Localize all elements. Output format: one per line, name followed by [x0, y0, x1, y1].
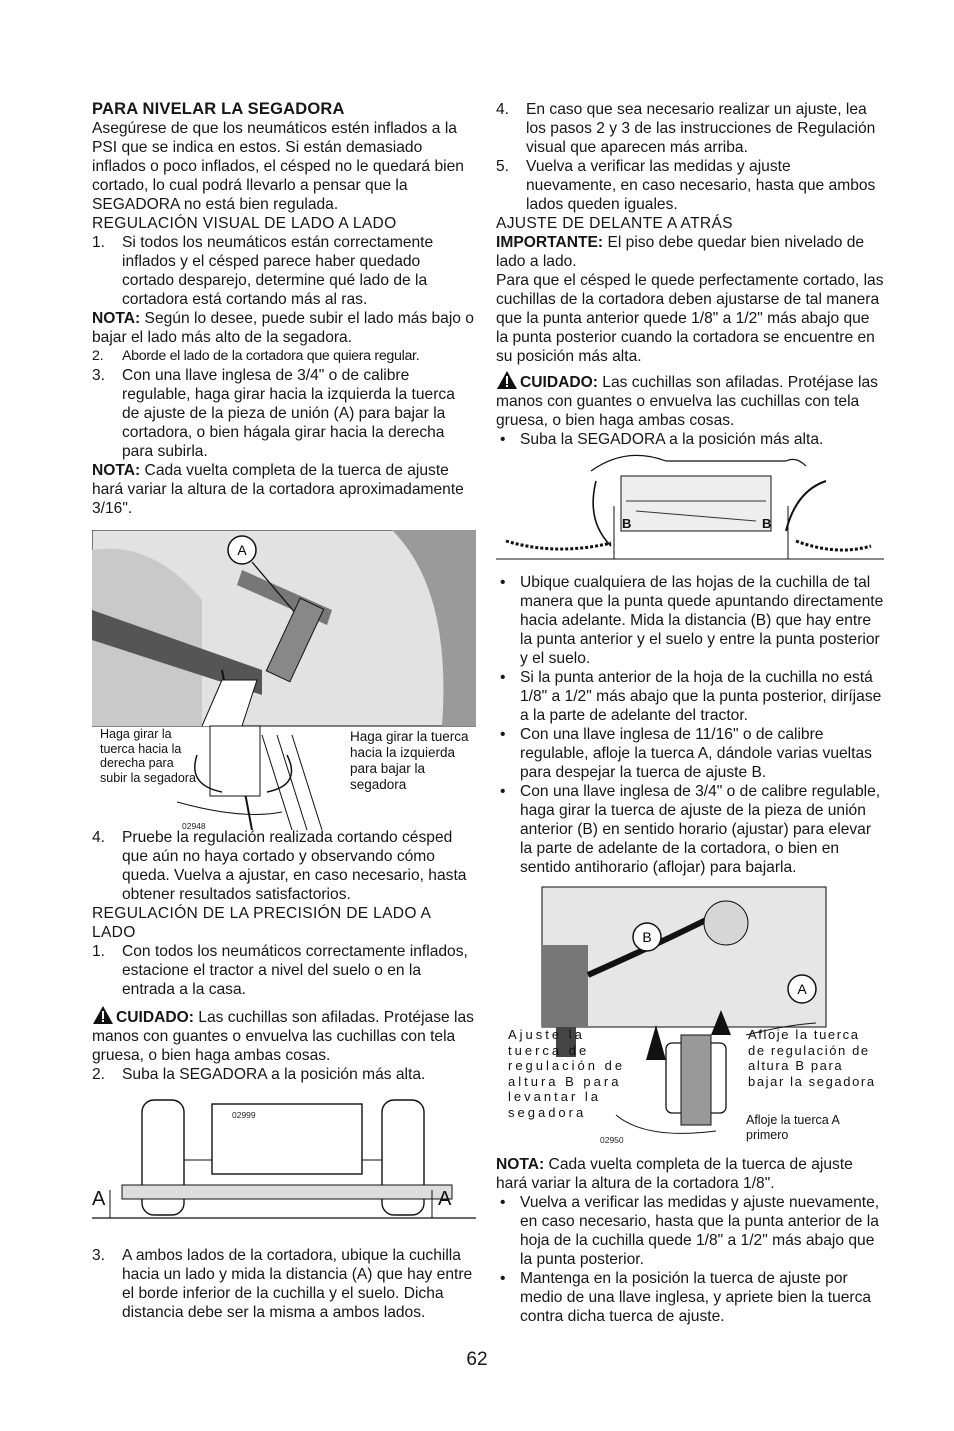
note-2: NOTA: Cada vuelta completa de la tuerca de ajuste hará variar la altura de la cortadora aproximadamente 3/16".	[92, 462, 464, 517]
step-3: 3. Con una llave inglesa de 3/4" o de calibre regulable, haga girar hacia la izquierda la tuerca de ajuste de la pieza de unión (A) para bajar la cortadora, o bien hágala girar hacia la derecha para subirla.	[92, 367, 455, 460]
subheading-visual: REGULACIÓN VISUAL DE LADO A LADO	[92, 215, 397, 232]
figure-deck-side	[92, 1090, 476, 1240]
page-number: 62	[466, 1349, 488, 1370]
caption-tighten: Ajuste la tuerca de regulación de altura B para levantar la segadora	[508, 1027, 626, 1120]
dimension-b-front: B	[622, 516, 632, 531]
note-1: NOTA: Según lo desee, puede subir el lado más bajo o bajar el lado más alto de la segadora.	[92, 310, 474, 346]
warning-icon	[496, 370, 518, 390]
step-1: 1. Si todos los neumáticos están correctamente inflados y el césped parece haber quedado cortado desparejo, determine qué lado de la cortadora está cortando más al ras.	[92, 234, 434, 308]
bullet-recheck: • Vuelva a verificar las medidas y ajuste nuevamente, en caso necesario, hasta que la punta anterior de la hoja de la cuchilla quede 1/8" a 1/2" más abajo que la punta posterior.	[500, 1194, 880, 1268]
caption-loosen: Afloje la tuerca de regulación de altura B para bajar la segadora	[748, 1027, 876, 1089]
caption-loosen-a-first: Afloje la tuerca A primero	[746, 1113, 840, 1142]
left-column	[92, 100, 476, 1322]
bullet-4: • Con una llave inglesa de 3/4" o de calibre regulable, haga girar la tuerca de ajuste de la pieza de unión anterior (B) en sentido horario (ajustar) para elevar la parte de adelante de la cortadora, o bien en sentido antihorario (aflojar) para bajarla.	[500, 783, 881, 876]
step-2: 2. Aborde el lado de la cortadora que quiera regular.	[92, 348, 420, 364]
figure-marker-a: A	[237, 542, 247, 558]
caption-lower: Haga girar la tuerca hacia la izquierda para bajar la segadora	[350, 729, 469, 792]
step-1b: 1. Con todos los neumáticos correctamente inflados, estacione el tractor a nivel del suelo o en la entrada a la casa.	[92, 943, 468, 998]
warning-icon	[92, 1005, 114, 1025]
caution-right: CUIDADO: Las cuchillas son afiladas. Protéjase las manos con guantes o envuelva las cuchillas con tela gruesa, o bien haga ambas cosas.	[496, 370, 884, 430]
figure-code: 02950	[600, 1135, 624, 1145]
figure-deck-illustration	[92, 1090, 476, 1240]
figure-blade-illustration	[496, 451, 884, 571]
bullet-raise: • Suba la SEGADORA a la posición más alta.	[500, 431, 824, 448]
important-note: IMPORTANTE: El piso debe quedar bien nivelado de lado a lado.	[496, 234, 865, 270]
section-title: PARA NIVELAR LA SEGADORA	[92, 100, 345, 118]
figure-front-link	[496, 885, 884, 1147]
bullet-2: • Si la punta anterior de la hoja de la cuchilla no está 1/8" a 1/2" más abajo que la punta posterior, diríjase a la parte de adelante del tractor.	[500, 669, 882, 724]
subheading-precision: REGULACIÓN DE LA PRECISIÓN DE LADO A LADO	[92, 905, 431, 941]
figure-blade-measure	[496, 451, 884, 571]
caption-raise: Haga girar la tuerca hacia la derecha para subir la segadora	[100, 727, 196, 785]
dimension-b-rear: B	[762, 516, 772, 531]
figure-marker-b: B	[642, 929, 652, 945]
figure-code: 02999	[232, 1110, 256, 1120]
figure-code: 02948	[182, 821, 206, 831]
right-column	[496, 100, 884, 1326]
caution-left: CUIDADO: Las cuchillas son afiladas. Protéjase las manos con guantes o envuelva las cuchillas con tela gruesa, o bien haga ambas cosas.	[92, 1005, 476, 1065]
bullet-3: • Con una llave inglesa de 11/16" o de calibre regulable, afloje la tuerca A, dándole varias vueltas para despejar la tuerca de ajuste B.	[500, 726, 872, 781]
step-2b: 2. Suba la SEGADORA a la posición más alta.	[92, 1066, 426, 1083]
step-5-right: 5. Vuelva a verificar las medidas y ajuste nuevamente, en caso necesario, hasta que ambos lados queden iguales.	[496, 158, 876, 213]
dimension-a-left: A	[92, 1188, 106, 1210]
note-right: NOTA: Cada vuelta completa de la tuerca de ajuste hará variar la altura de la cortadora 1/8".	[496, 1156, 853, 1192]
subheading-front-back: AJUSTE DE DELANTE A ATRÁS	[496, 215, 733, 232]
step-4: 4. Pruebe la regulación realizada cortando césped que aún no haya cortado y observando cómo queda. Vuelva a ajustar, en caso necesario, hasta obtener resultados satisfactorios.	[92, 829, 467, 903]
intro-paragraph: Asegúrese de que los neumáticos estén inflados a la PSI que se indica en estos. Si están demasiado inflados o poco inflados, el césped no le quedará bien cortado, lo cual podrá llevarlo a pensar que la SEGADORA no está bien regulada.	[92, 120, 464, 213]
figure-marker-a: A	[797, 981, 807, 997]
step-3b: 3. A ambos lados de la cortadora, ubique la cuchilla hacia un lado y mida la distancia (A) que hay entre el borde inferior de la cuchilla y el suelo. Dicha distancia debe ser la misma a ambos lados.	[92, 1247, 473, 1321]
step-4-right: 4. En caso que sea necesario realizar un ajuste, lea los pasos 2 y 3 de las instrucciones de Regulación visual que aparecen más arriba.	[496, 101, 876, 156]
dimension-a-right: A	[438, 1188, 452, 1210]
figure-linkage-nut	[92, 530, 476, 830]
front-back-paragraph: Para que el césped le quede perfectamente cortado, las cuchillas de la cortadora deben ajustarse de tal manera que la punta anterior quede 1/8" a 1/2" más abajo que la punta posterior cuando la cortadora se encuentre en su posición más alta.	[496, 272, 884, 365]
bullet-tighten: • Mantenga en la posición la tuerca de ajuste por medio de una llave inglesa, y apriete bien la tuerca contra dicha tuerca de ajuste.	[500, 1270, 872, 1325]
bullet-1: • Ubique cualquiera de las hojas de la cuchilla de tal manera que la punta quede apuntando directamente hacia adelante. Mida la distancia (B) que hay entre la punta anterior y el suelo y entre la punta posterior y el suelo.	[500, 574, 884, 667]
